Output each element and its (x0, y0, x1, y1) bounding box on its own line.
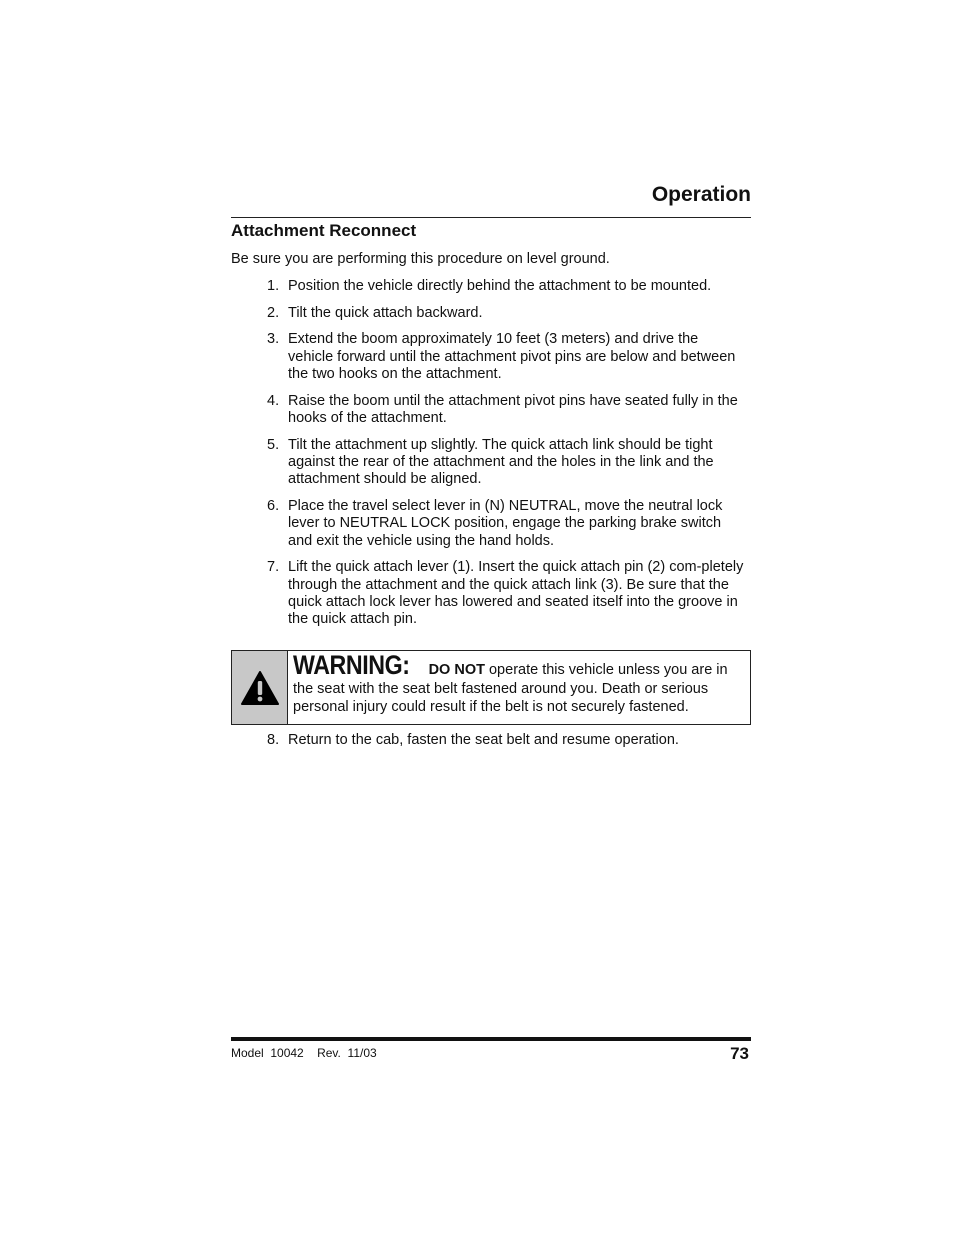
warning-emphasis: DO NOT (428, 662, 485, 678)
footer-info (231, 1046, 377, 1060)
step-number: 6. (267, 497, 280, 514)
step-number: 5. (267, 436, 280, 453)
step-text: Position the vehicle directly behind the attachment to be mounted. (288, 278, 712, 294)
step-number: 8. (267, 732, 280, 748)
warning-label: WARNING: (293, 650, 410, 680)
model-number: Model 10042 (231, 1046, 304, 1060)
footer-rule (231, 1037, 751, 1041)
warning-box (231, 650, 751, 725)
page-number: 73 (730, 1044, 749, 1063)
step-text: Extend the boom approximately 10 feet (3 meters) and drive the vehicle forward until the attachment pivot pins are below and between the two hooks on the attachment. (288, 331, 736, 382)
step-item (267, 437, 747, 489)
step-text: Place the travel select lever in (N) NEUTRAL, move the neutral lock lever to NEUTRAL LOCK position, engage the parking brake switch and exit the vehicle using the hand holds. (288, 497, 723, 549)
procedure-heading: Attachment Reconnect (231, 221, 417, 240)
step-number: 2. (267, 304, 280, 321)
step-number: 1. (267, 278, 280, 294)
step-item (267, 331, 747, 383)
step-text: Tilt the attachment up slightly. The quick attach link should be tight against the rear of the attachment and the holes in the link and the attachment should be aligned. (288, 436, 714, 488)
step-item (267, 305, 747, 322)
warning-icon-cell (232, 651, 288, 724)
step-item (267, 732, 768, 749)
step-text: Tilt the quick attach backward. (288, 304, 483, 321)
step-number: 4. (267, 392, 280, 409)
step-item (267, 278, 747, 295)
warning-body: operate this vehicle unless you are in the seat with the seat belt fastened around you. Death or serious personal injury could result if the belt is not securely fastened. (293, 662, 728, 715)
step-text: Lift the quick attach lever (1). Insert the quick attach pin (2) com-pletely through the attachment and the quick attach link (3). Be sure that the quick attach lock lever has lowered and seated itself into the groove in the quick attach pin. (288, 559, 744, 628)
step-item (267, 559, 747, 628)
step-number: 7. (267, 559, 280, 576)
warning-text (288, 651, 747, 724)
header-rule (231, 217, 751, 218)
revision: Rev. 11/03 (317, 1046, 377, 1060)
procedure-steps (267, 278, 747, 638)
warning-triangle-icon (240, 670, 280, 706)
step-item (267, 498, 747, 550)
intro-text: Be sure you are performing this procedure on level ground. (231, 251, 610, 267)
step-item (267, 393, 747, 428)
step-text: Raise the boom until the attachment pivot pins have seated fully in the hooks of the attachment. (288, 392, 738, 426)
section-title: Operation (651, 183, 751, 206)
manual-page (231, 0, 751, 1235)
step-number: 3. (267, 331, 280, 348)
step-text: Return to the cab, fasten the seat belt and resume operation. (288, 732, 679, 748)
